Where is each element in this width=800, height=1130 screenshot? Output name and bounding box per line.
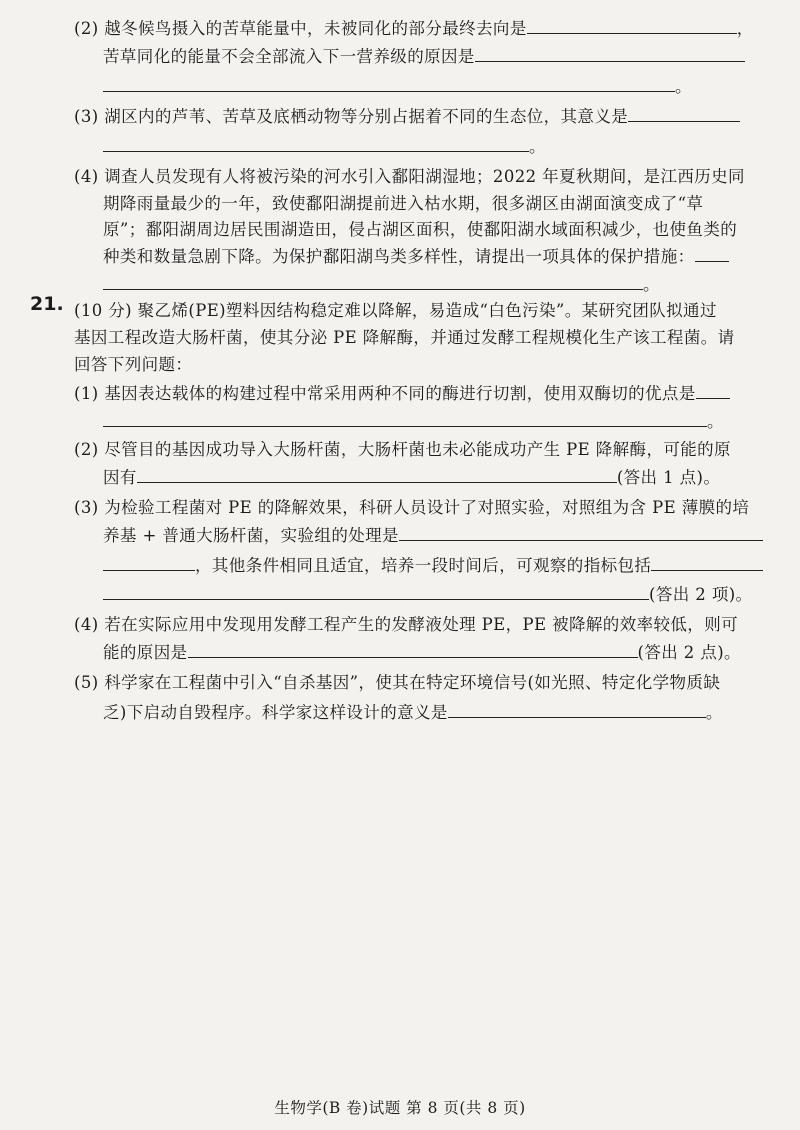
answer-blank[interactable]: [695, 246, 729, 262]
answer-blank[interactable]: [399, 525, 763, 541]
q21-part3-line2: 养基 + 普通大肠杆菌，实验组的处理是: [103, 525, 763, 547]
page-footer: 生物学(B 卷)试题 第 8 页(共 8 页): [274, 1099, 526, 1117]
q21-part3-line3: ，其他条件相同且适宜，培养一段时间后，可观察的指标包括: [103, 555, 763, 577]
q21-intro-line3: 回答下列问题：: [74, 355, 193, 374]
answer-blank[interactable]: [651, 555, 763, 571]
q-prev-part4-line1: (4) 调查人员发现有人将被污染的河水引入鄱阳湖湿地；2022 年夏秋期间，是江西历史同: [74, 167, 745, 186]
q-prev-part4-line2: 期降雨量最少的一年，致使鄱阳湖提前进入枯水期，很多湖区由湖面演变成了“草: [103, 194, 704, 213]
q-prev-part4-line5: 。: [103, 274, 660, 296]
q-prev-part3-line1: (3) 湖区内的芦苇、苦草及底栖动物等分别占据着不同的生态位，其意义是: [74, 106, 740, 128]
q-prev-part2-line3: 。: [103, 76, 692, 98]
answer-blank[interactable]: [103, 584, 649, 600]
answer-blank[interactable]: [103, 555, 195, 571]
q21-part3-line4: (答出 2 项)。: [103, 584, 752, 606]
answer-blank[interactable]: [188, 642, 638, 658]
q21-part3-line1: (3) 为检验工程菌对 PE 的降解效果，科研人员设计了对照实验，对照组为含 PE 薄膜的培: [74, 498, 750, 517]
answer-blank[interactable]: [475, 46, 745, 62]
q21-part4-line2: 能的原因是 (答出 2 点)。: [103, 643, 741, 662]
answer-blank[interactable]: [103, 274, 643, 290]
question-number: 21.: [30, 293, 64, 315]
q21-part5-line2: 乏)下启动自毁程序。科学家这样设计的意义是 。: [103, 703, 723, 722]
q21-part5-line1: (5) 科学家在工程菌中引入“自杀基因”，使其在特定环境信号(如光照、特定化学物质缺: [74, 673, 721, 692]
answer-blank[interactable]: [527, 18, 737, 34]
q-prev-part2-line1: (2) 越冬候鸟摄入的苦草能量中，未被同化的部分最终去向是 ，: [74, 19, 754, 38]
answer-blank[interactable]: [696, 383, 730, 399]
answer-blank[interactable]: [137, 467, 617, 483]
answer-blank[interactable]: [103, 411, 707, 427]
q21-intro-line1: (10 分) 聚乙烯(PE)塑料因结构稳定难以降解，易造成“白色污染”。某研究团队拟通过: [74, 301, 717, 320]
answer-blank[interactable]: [103, 76, 675, 92]
answer-blank[interactable]: [448, 702, 706, 718]
q-prev-part3-line2: 。: [103, 136, 546, 158]
q21-part1-line2: 。: [103, 411, 724, 433]
answer-blank[interactable]: [628, 106, 740, 122]
q21-part2-line1: (2) 尽管目的基因成功导入大肠杆菌，大肠杆菌也未必能成功产生 PE 降解酶，可能的原: [74, 440, 731, 459]
q21-part2-line2: 因有 (答出 1 点)。: [103, 468, 721, 487]
q-prev-part4-line4: 种类和数量急剧下降。为保护鄱阳湖鸟类多样性，请提出一项具体的保护措施：: [103, 246, 729, 268]
q-prev-part4-line3: 原”；鄱阳湖周边居民围湖造田，侵占湖区面积，使鄱阳湖水域面积减少，也使鱼类的: [103, 220, 738, 239]
q21-part1-line1: (1) 基因表达载体的构建过程中常采用两种不同的酶进行切割，使用双酶切的优点是: [74, 383, 730, 405]
q21-intro-line2: 基因工程改造大肠杆菌，使其分泌 PE 降解酶，并通过发酵工程规模化生产该工程菌。请: [74, 328, 735, 347]
q-prev-part2-line2: 苦草同化的能量不会全部流入下一营养级的原因是: [103, 46, 745, 68]
q21-part4-line1: (4) 若在实际应用中发现用发酵工程产生的发酵液处理 PE，PE 被降解的效率较低，则可: [74, 615, 739, 634]
answer-blank[interactable]: [103, 136, 529, 152]
